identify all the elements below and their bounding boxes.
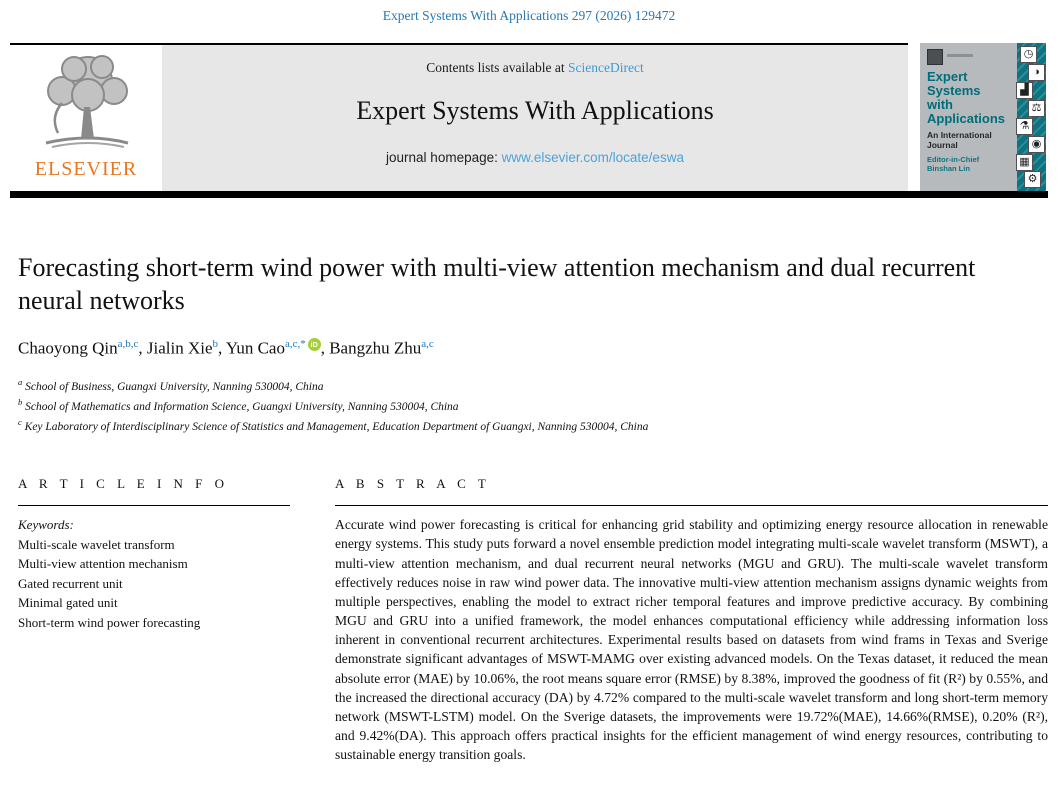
eye-icon: ◉ — [1028, 136, 1045, 153]
gear-icon: ⚙ — [1024, 171, 1041, 188]
keyword-item: Minimal gated unit — [18, 595, 118, 611]
author-separator: , — [320, 338, 325, 358]
affiliation-mark: a — [18, 376, 23, 387]
article-title: Forecasting short-term wind power with multi-view attention mechanism and dual recurrent neural networks — [18, 253, 976, 315]
article-info-column — [18, 476, 290, 764]
publisher-mini-logo — [927, 49, 943, 65]
cover-editor — [927, 155, 1005, 174]
abstract-column — [335, 476, 1048, 764]
affiliation-item — [18, 416, 1058, 436]
cover-editor-name: Binshan Lin — [927, 164, 970, 174]
header-divider-bar — [10, 191, 1048, 198]
grid-icon: ▦ — [1016, 154, 1033, 171]
homepage-link[interactable]: www.elsevier.com/locate/eswa — [501, 150, 684, 165]
keywords-block — [18, 515, 290, 632]
sciencedirect-link[interactable]: ScienceDirect — [568, 60, 644, 75]
elsevier-wordmark: ELSEVIER — [34, 158, 138, 180]
flask-icon: ⚗ — [1016, 118, 1033, 135]
author-affil-marks: b — [212, 338, 219, 350]
keywords-label: Keywords: — [18, 517, 74, 533]
affiliation-text: School of Business, Guangxi University, Nanning 530004, China — [25, 380, 324, 393]
author-name: Chaoyong Qin — [18, 338, 118, 358]
affiliation-mark: b — [18, 396, 23, 407]
keyword-item: Short-term wind power forecasting — [18, 614, 201, 630]
bar-chart-icon: ▟ — [1016, 82, 1033, 99]
author-name: Jialin Xie — [146, 338, 213, 358]
abstract-heading: A B S T R A C T — [335, 476, 1048, 506]
cover-editor-label: Editor-in-Chief — [927, 155, 980, 164]
author-name: Yun Cao — [225, 338, 285, 358]
journal-header — [10, 43, 1048, 191]
author-affil-marks: a,c,* — [284, 338, 306, 350]
issn-text — [947, 54, 973, 57]
info-abstract-section — [18, 476, 1048, 764]
orcid-icon[interactable]: iD — [308, 338, 321, 351]
header-banner-block — [10, 43, 908, 191]
contents-prefix: Contents lists available at — [426, 60, 568, 75]
article-info-heading: A R T I C L E I N F O — [18, 476, 290, 506]
pie-chart-icon: ◑ — [1028, 64, 1045, 81]
affiliation-item — [18, 396, 1058, 416]
author-affil-marks: a,c — [421, 338, 434, 350]
cover-subtitle: An International Journal — [927, 130, 992, 150]
affiliations — [18, 376, 1058, 437]
scales-icon: ⚖ — [1028, 100, 1045, 117]
affiliation-text: Key Laboratory of Interdisciplinary Science of Statistics and Management, Education Department of Guangxi, Nanning 530004, China — [24, 420, 649, 433]
homepage-prefix: journal homepage: — [386, 150, 502, 165]
author-name: Bangzhu Zhu — [329, 338, 422, 358]
author-line — [18, 338, 1058, 359]
keyword-item: Multi-scale wavelet transform — [18, 536, 175, 552]
homepage-line — [162, 150, 908, 165]
elsevier-logo — [10, 45, 162, 191]
author-separator: , — [218, 338, 223, 358]
affiliation-mark: c — [18, 417, 22, 428]
abstract-text: Accurate wind power forecasting is critical for enhancing grid stability and optimizing energy resource allocation in renewable energy systems. This study puts forward a novel ensemble prediction model integrating multi-scale wavelet transform (MSWT), a multi-view attention mechanism, and dual recurrent neural networks (MGU and GRU). The multi-scale wavelet transform effectively reduces noise in raw wind power data. The innovative multi-view attention mechanism assigns dynamic weights from multiple perspectives, enabling the model to extract richer temporal features and improve predictive accuracy. By combining MGU and GRU into a unified framework, the model enhances computational efficiency while addressing information loss inherent in conventional recurrent architectures. Experimental results based on datasets from wind frams in Texas and Sverige demonstrate significant advantages of MSWT-MAMG over existing advanced models. On the Texas dataset, it reduced the mean absolute error (MAE) by 10.06%, the root means square error (RMSE) by 8.38%, improved the goodness of fit (R²) by 0.55%, and the increased the directional accuracy (DA) by 4.72% compared to the multi-scale wavelet transform and long short-term memory network (MSWT-LSTM) model. On the Sverige datasets, the improvements were 19.72%(MAE), 14.66%(RMSE), 0.20% (R²), and 9.42%(DA). This approach offers practical insights for the efficient management of wind energy resources, contributing to sustainable energy transition goals. — [335, 517, 1048, 763]
journal-banner — [162, 45, 908, 191]
cover-journal-title: Expert Systems with Applications — [927, 69, 1006, 127]
contents-line — [162, 60, 908, 76]
elsevier-tree-icon — [28, 51, 144, 151]
author-affil-marks: a,b,c — [117, 338, 139, 350]
keyword-item: Multi-view attention mechanism — [18, 556, 188, 572]
clock-icon: ◷ — [1020, 46, 1037, 63]
journal-cover-thumbnail[interactable] — [920, 43, 1046, 191]
author-separator: , — [138, 338, 143, 358]
keyword-item: Gated recurrent unit — [18, 575, 123, 591]
journal-title: Expert Systems With Applications — [356, 96, 714, 125]
journal-citation[interactable]: Expert Systems With Applications 297 (2026) 129472 — [382, 8, 676, 23]
affiliation-text: School of Mathematics and Information Science, Guangxi University, Nanning 530004, China — [25, 400, 459, 413]
affiliation-item — [18, 376, 1058, 396]
